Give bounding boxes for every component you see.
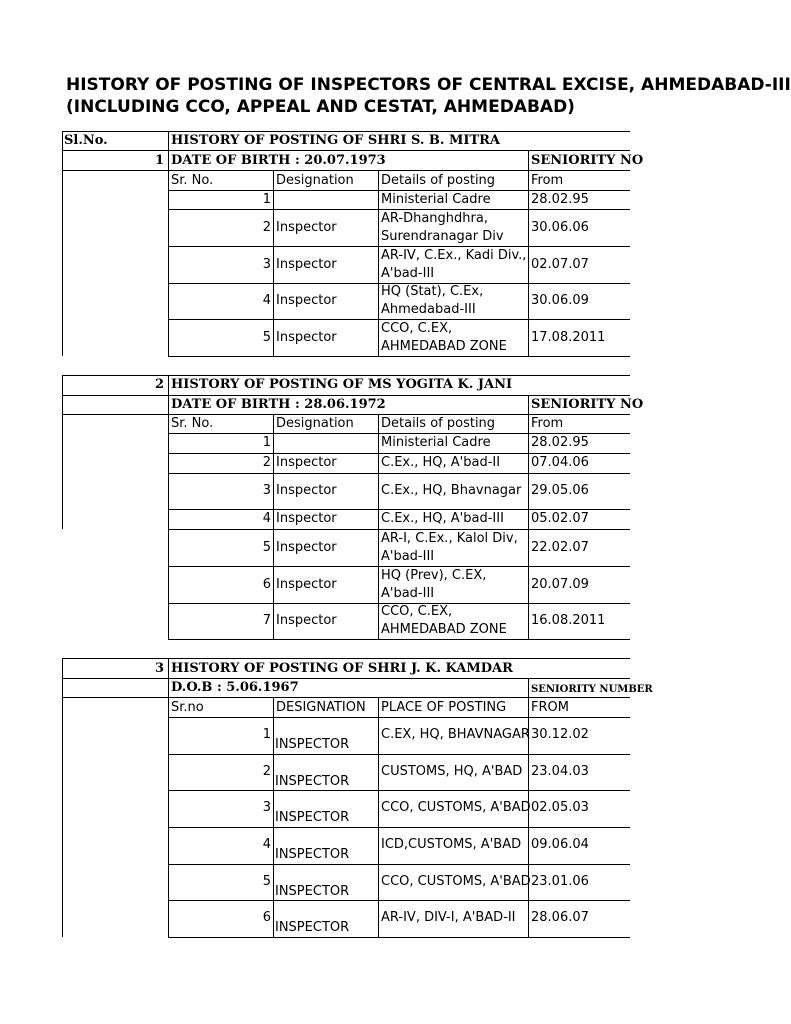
- table-row-posting: ICD,CUSTOMS, A'BAD: [381, 837, 522, 852]
- table-row-posting: C.EX, HQ, BHAVNAGAR: [381, 727, 530, 742]
- section-3-history-title: HISTORY OF POSTING OF SHRI J. K. KAMDAR: [171, 661, 513, 676]
- table-row-sr: 1: [262, 727, 271, 742]
- table-row-posting: CCO, C.EX,: [381, 320, 453, 336]
- table-row-sr: 2: [262, 219, 271, 235]
- table-row-posting-line2: AHMEDABAD ZONE: [381, 338, 507, 354]
- section-3-col-header: DESIGNATION: [276, 700, 366, 715]
- grid-line: [168, 453, 630, 454]
- section-2-dob: DATE OF BIRTH : 28.06.1972: [171, 397, 386, 412]
- grid-line: [62, 697, 630, 698]
- table-row-sr: 5: [262, 874, 271, 889]
- table-row-posting: C.Ex., HQ, Bhavnagar: [381, 483, 522, 498]
- grid-line: [168, 937, 630, 938]
- table-row-designation: INSPECTOR: [275, 920, 350, 935]
- table-row-sr: 1: [262, 191, 271, 207]
- grid-line: [62, 658, 63, 937]
- table-row-posting: Ministerial Cadre: [381, 191, 491, 207]
- grid-line: [62, 395, 630, 396]
- table-row-sr: 4: [262, 837, 271, 852]
- table-row-posting-line2: Surendranagar Div: [381, 228, 504, 244]
- grid-line: [378, 170, 379, 356]
- table-row-designation: Inspector: [276, 219, 337, 235]
- section-1-number: 1: [154, 153, 164, 168]
- table-row-sr: 3: [262, 256, 271, 272]
- table-row-designation: INSPECTOR: [275, 884, 350, 899]
- grid-line: [168, 900, 630, 901]
- table-row-from: 28.02.95: [531, 191, 589, 207]
- table-row-from: 23.01.06: [531, 874, 589, 889]
- table-row-designation: Inspector: [276, 511, 337, 526]
- table-row-posting: C.Ex., HQ, A'bad-III: [381, 511, 504, 526]
- grid-line: [62, 131, 630, 132]
- slno-header: Sl.No.: [64, 133, 108, 148]
- table-row-posting: C.Ex., HQ, A'bad-II: [381, 455, 501, 470]
- grid-line: [168, 509, 630, 510]
- grid-line: [62, 414, 630, 415]
- table-row-designation: Inspector: [276, 329, 337, 345]
- table-row-designation: Inspector: [276, 539, 337, 555]
- table-row-posting-line2: A'bad-III: [381, 548, 435, 564]
- grid-line: [273, 697, 274, 937]
- grid-line: [62, 150, 630, 151]
- table-row-sr: 1: [262, 435, 271, 450]
- section-2-number: 2: [154, 377, 164, 392]
- table-row-posting: AR-Dhanghdhra,: [381, 210, 488, 226]
- table-row-sr: 2: [262, 455, 271, 470]
- grid-line: [168, 827, 630, 828]
- table-row-posting: CUSTOMS, HQ, A'BAD: [381, 764, 523, 779]
- section-1-col-header: Designation: [276, 173, 354, 188]
- table-row-designation: Inspector: [276, 455, 337, 470]
- grid-line: [168, 754, 630, 755]
- table-row-from: 28.06.07: [531, 910, 589, 925]
- table-row-posting: HQ (Stat), C.Ex,: [381, 284, 484, 299]
- table-row-posting-line2: A'bad-III: [381, 265, 435, 281]
- grid-line: [168, 658, 169, 937]
- table-row-designation: Inspector: [276, 293, 337, 308]
- grid-line: [528, 150, 529, 356]
- table-row-designation: INSPECTOR: [275, 847, 350, 862]
- section-1-col-header: Details of posting: [381, 173, 496, 188]
- grid-line: [62, 375, 630, 376]
- section-1-col-header: From: [531, 173, 564, 188]
- grid-line: [62, 678, 630, 679]
- grid-line: [168, 639, 630, 640]
- table-row-posting: CCO, CUSTOMS, A'BAD: [381, 874, 531, 889]
- grid-line: [62, 131, 63, 356]
- table-row-sr: 5: [262, 329, 271, 345]
- table-row-from: 23.04.03: [531, 764, 589, 779]
- table-row-from: 22.02.07: [531, 539, 589, 555]
- table-row-posting: CCO, C.EX,: [381, 604, 453, 619]
- grid-line: [168, 433, 630, 434]
- table-row-sr: 3: [262, 800, 271, 815]
- table-row-sr: 3: [262, 483, 271, 498]
- table-row-posting-line2: AHMEDABAD ZONE: [381, 622, 507, 637]
- table-row-sr: 6: [262, 576, 271, 592]
- table-row-from: 09.06.04: [531, 837, 589, 852]
- table-row-posting: Ministerial Cadre: [381, 435, 491, 450]
- grid-line: [378, 414, 379, 639]
- table-row-from: 07.04.06: [531, 455, 589, 470]
- table-row-sr: 7: [262, 613, 271, 628]
- grid-line: [168, 473, 630, 474]
- grid-line: [378, 697, 379, 937]
- section-3-dob: D.O.B : 5.06.1967: [171, 680, 299, 695]
- table-row-designation: INSPECTOR: [275, 810, 350, 825]
- table-row-designation: [276, 435, 376, 451]
- table-row-designation: Inspector: [276, 483, 337, 498]
- table-row-sr: 5: [262, 539, 271, 555]
- table-row-posting: CCO, CUSTOMS, A'BAD: [381, 800, 531, 815]
- table-row-designation: Inspector: [276, 576, 337, 592]
- table-row-posting: HQ (Prev), C.EX,: [381, 567, 487, 583]
- table-row-posting-line2: A'bad-III: [381, 585, 435, 601]
- grid-line: [168, 717, 630, 718]
- grid-line: [62, 375, 63, 529]
- section-3-col-header: FROM: [531, 700, 569, 715]
- table-row-designation: Inspector: [276, 613, 337, 628]
- grid-line: [62, 170, 630, 171]
- section-3-seniority: SENIORITY NUMBER: [531, 684, 653, 695]
- table-row-sr: 6: [262, 910, 271, 925]
- section-2-col-header: Designation: [276, 416, 354, 431]
- section-1-seniority: SENIORITY NO: [531, 153, 644, 168]
- section-3-col-header: Sr.no: [171, 700, 204, 715]
- section-2-col-header: Details of posting: [381, 416, 496, 431]
- table-row-designation: [276, 192, 376, 208]
- table-row-from: 30.12.02: [531, 727, 589, 742]
- table-row-from: 05.02.07: [531, 511, 589, 526]
- table-row-from: 02.05.03: [531, 800, 589, 815]
- section-1-history-title: HISTORY OF POSTING OF SHRI S. B. MITRA: [171, 133, 501, 148]
- table-row-from: 20.07.09: [531, 576, 589, 592]
- table-row-designation: Inspector: [276, 256, 337, 272]
- table-row-from: 17.08.2011: [531, 329, 606, 345]
- table-row-sr: 2: [262, 764, 271, 779]
- grid-line: [168, 375, 169, 639]
- table-row-sr: 4: [262, 511, 271, 526]
- grid-line: [168, 864, 630, 865]
- document-title: HISTORY OF POSTING OF INSPECTORS OF CENTRAL EXCISE, AHMEDABAD-III: [66, 75, 791, 95]
- section-2-col-header: From: [531, 416, 564, 431]
- section-2-col-header: Sr. No.: [171, 416, 214, 431]
- table-row-from: 30.06.06: [531, 219, 589, 235]
- section-2-seniority: SENIORITY NO: [531, 397, 644, 412]
- table-row-posting: AR-I, C.Ex., Kalol Div,: [381, 530, 518, 546]
- table-row-from: 29.05.06: [531, 483, 589, 498]
- section-3-number: 3: [154, 661, 164, 676]
- section-1-col-header: Sr. No.: [171, 173, 214, 188]
- table-row-from: 16.08.2011: [531, 613, 606, 628]
- table-row-designation: INSPECTOR: [275, 737, 350, 752]
- grid-line: [62, 658, 630, 659]
- table-row-sr: 4: [262, 293, 271, 308]
- grid-line: [168, 790, 630, 791]
- table-row-posting: AR-IV, DIV-I, A'BAD-II: [381, 910, 516, 925]
- grid-line: [168, 356, 630, 357]
- table-row-from: 28.02.95: [531, 435, 589, 450]
- grid-line: [168, 131, 169, 356]
- table-row-from: 02.07.07: [531, 256, 589, 272]
- section-2-history-title: HISTORY OF POSTING OF MS YOGITA K. JANI: [171, 377, 513, 392]
- table-row-posting-line2: Ahmedabad-III: [381, 302, 476, 317]
- section-1-dob: DATE OF BIRTH : 20.07.1973: [171, 153, 386, 168]
- table-row-from: 30.06.09: [531, 293, 589, 308]
- table-row-posting: AR-IV, C.Ex., Kadi Div.,: [381, 247, 527, 263]
- grid-line: [528, 395, 529, 639]
- table-row-designation: INSPECTOR: [275, 774, 350, 789]
- document-subtitle: (INCLUDING CCO, APPEAL AND CESTAT, AHMEDABAD): [66, 97, 575, 117]
- section-3-col-header: PLACE OF POSTING: [381, 700, 507, 715]
- grid-line: [273, 170, 274, 356]
- grid-line: [273, 414, 274, 639]
